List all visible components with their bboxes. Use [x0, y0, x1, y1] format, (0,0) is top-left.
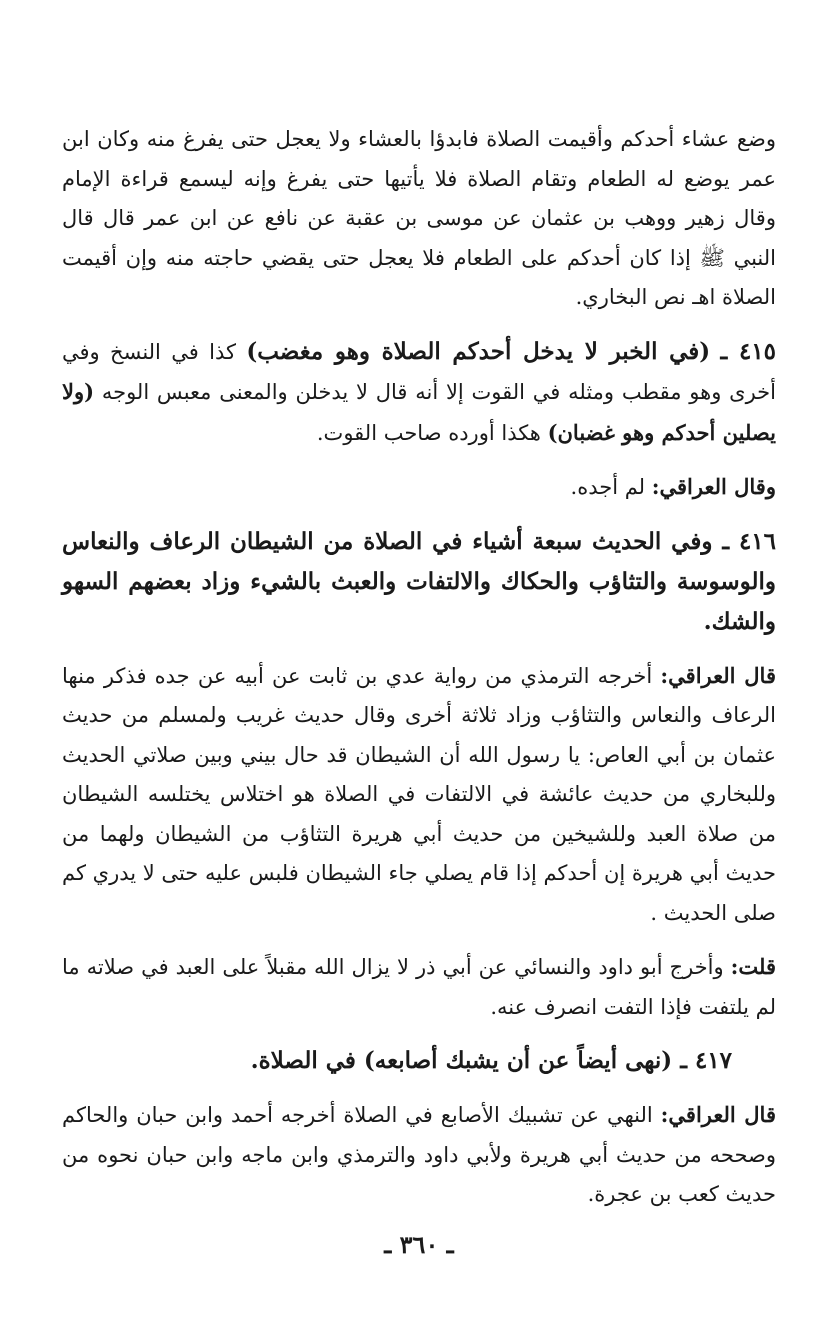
entry-number: ٤١٧ ـ [680, 1047, 732, 1074]
page-body [62, 120, 776, 1215]
entry-number: ٤١٦ ـ [722, 527, 776, 555]
entry-heading: (في الخبر لا يدخل أحدكم الصلاة وهو مغضب) [246, 337, 711, 365]
iraqi-note-416 [62, 656, 776, 934]
paragraph-text: وضع عشاء أحدكم وأقيمت الصلاة فابدؤا بالعشاء ولا يعجل حتى يفرغ منه وكان ابن عمر يوضع له الطعام وتقام الصلاة فلا يأتيها حتى يفرغ وإنه ليسمع قراءة الإمام وقال زهير ووهب بن عثمان عن موسى بن عقبة عن نافع عن ابن عمر قال قال النبي ﷺ إذا كان أحدكم على الطعام فلا يعجل حتى يقضي حاجته منه وإن أقيمت الصلاة اهـ نص البخاري. [62, 127, 776, 309]
note-label: قلت: [730, 954, 776, 979]
paragraph-continuation [62, 120, 776, 318]
note-text: لم أجده. [570, 475, 652, 499]
entry-heading: (نهى أيضاً عن أن يشبك أصابعه) في الصلاة. [250, 1047, 673, 1074]
note-label: وقال العراقي: [651, 474, 776, 499]
note-label: قال العراقي: [660, 662, 776, 688]
entry-quote: (ولا يصلين أحدكم وهو غضبان) [62, 379, 776, 445]
entry-417 [62, 1041, 776, 1081]
entry-heading: وفي الحديث سبعة أشياء في الصلاة من الشيطان الرعاف والنعاس والوسوسة والتثاؤب والحكاك والالتفات والعبث بالشيء وزاد بعضهم السهو والشك. [62, 527, 776, 635]
page-number: ـ ٣٦٠ ـ [384, 1230, 454, 1259]
iraqi-note-415 [62, 467, 776, 508]
note-text: أخرجه الترمذي من رواية عدي بن ثابت عن أبيه عن جده فذكر منها الرعاف والنعاس والتثاؤب وزاد ثلاثة أخرى وقال حديث غريب ولمسلم من حديث عثمان بن أبي العاص: يا رسول الله أن الشيطان قد حال بيني وبين صلاتي الحديث وللبخاري من حديث عائشة في الالتفات في الصلاة هو اختلاس يختلسه الشيطان من صلاة العبد وللشيخين من حديث أبي هريرة التثاؤب من الشيطان ولهما من حديث أبي هريرة إن أحدكم إذا قام يصلي جاء الشيطان فلبس عليه حتى لا يدري كم صلى الحديث . [62, 663, 776, 925]
entry-415 [62, 332, 776, 454]
author-note-416 [62, 947, 776, 1027]
note-text: النهي عن تشبيك الأصابع في الصلاة أخرجه أحمد وابن حبان والحاكم وصححه من حديث أبي هريرة ولأبي داود والترمذي وابن ماجه وابن حبان نحوه من حديث كعب بن عجرة. [62, 1103, 776, 1206]
entry-text: كذا في النسخ وفي أخرى وهو مقطب ومثله في القوت إلا أنه قال لا يدخلن والمعنى معبس الوجه [62, 339, 776, 404]
entry-416 [62, 522, 776, 642]
entry-number: ٤١٥ ـ [720, 337, 777, 365]
iraqi-note-417 [62, 1095, 776, 1215]
note-label: قال العراقي: [660, 1102, 776, 1127]
entry-text-end: هكذا أورده صاحب القوت. [316, 420, 548, 445]
note-text: وأخرج أبو داود والنسائي عن أبي ذر لا يزال الله مقبلاً على العبد في صلاته ما لم يلتفت فإذا التفت انصرف عنه. [62, 955, 776, 1019]
